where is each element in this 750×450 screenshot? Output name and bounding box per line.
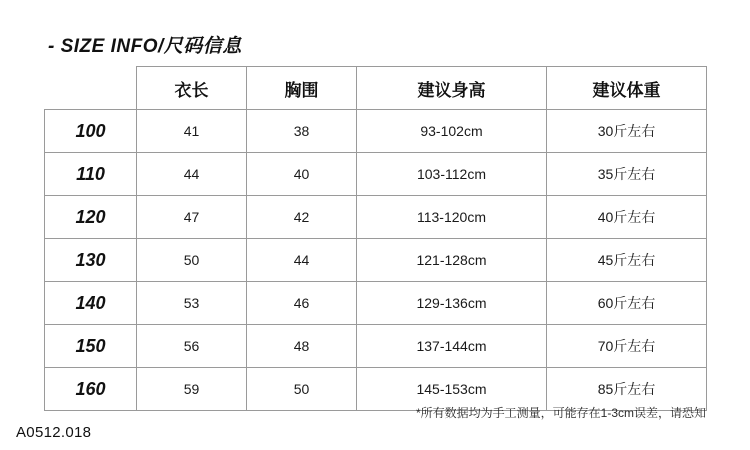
cell-weight: 60斤左右 <box>547 282 707 325</box>
column-header-size <box>45 67 137 110</box>
cell-weight: 85斤左右 <box>547 368 707 411</box>
table-row <box>45 196 707 239</box>
cell-length: 41 <box>137 110 247 153</box>
cell-length: 59 <box>137 368 247 411</box>
column-header-weight: 建议体重 <box>547 67 707 110</box>
cell-height: 93-102cm <box>357 110 547 153</box>
table-row <box>45 239 707 282</box>
cell-bust: 42 <box>247 196 357 239</box>
product-code: A0512.018 <box>16 424 92 441</box>
cell-size: 100 <box>45 110 137 153</box>
table-header-row <box>45 67 707 110</box>
table-row <box>45 110 707 153</box>
cell-size: 120 <box>45 196 137 239</box>
cell-height: 145-153cm <box>357 368 547 411</box>
table-body <box>45 110 707 411</box>
cell-weight: 40斤左右 <box>547 196 707 239</box>
cell-bust: 46 <box>247 282 357 325</box>
cell-weight: 70斤左右 <box>547 325 707 368</box>
table-header <box>45 67 707 110</box>
cell-size: 140 <box>45 282 137 325</box>
cell-weight: 35斤左右 <box>547 153 707 196</box>
cell-length: 44 <box>137 153 247 196</box>
cell-bust: 44 <box>247 239 357 282</box>
table-row <box>45 153 707 196</box>
cell-size: 130 <box>45 239 137 282</box>
size-chart-table <box>44 66 707 411</box>
cell-size: 160 <box>45 368 137 411</box>
cell-bust: 50 <box>247 368 357 411</box>
cell-height: 137-144cm <box>357 325 547 368</box>
cell-weight: 30斤左右 <box>547 110 707 153</box>
cell-size: 150 <box>45 325 137 368</box>
cell-bust: 38 <box>247 110 357 153</box>
cell-weight: 45斤左右 <box>547 239 707 282</box>
column-header-bust: 胸围 <box>247 67 357 110</box>
cell-length: 50 <box>137 239 247 282</box>
table-row <box>45 282 707 325</box>
cell-height: 121-128cm <box>357 239 547 282</box>
cell-height: 129-136cm <box>357 282 547 325</box>
cell-bust: 48 <box>247 325 357 368</box>
cell-height: 113-120cm <box>357 196 547 239</box>
cell-height: 103-112cm <box>357 153 547 196</box>
cell-length: 56 <box>137 325 247 368</box>
column-header-height: 建议身高 <box>357 67 547 110</box>
page-title: - SIZE INFO/尺码信息 <box>48 36 242 57</box>
cell-length: 47 <box>137 196 247 239</box>
cell-size: 110 <box>45 153 137 196</box>
cell-length: 53 <box>137 282 247 325</box>
column-header-length: 衣长 <box>137 67 247 110</box>
measurement-disclaimer: *所有数据均为手工测量，可能存在1-3cm误差，请恐知 <box>415 406 706 420</box>
table-row <box>45 325 707 368</box>
cell-bust: 40 <box>247 153 357 196</box>
